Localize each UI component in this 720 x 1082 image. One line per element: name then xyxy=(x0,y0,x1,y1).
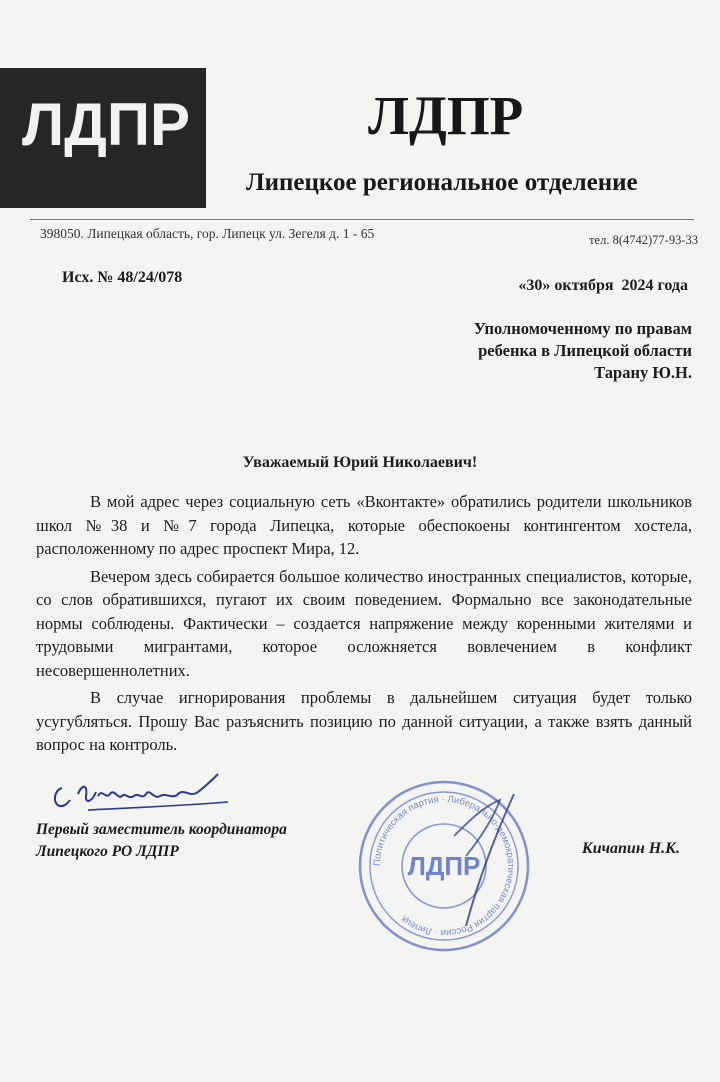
body-paragraph: В мой адрес через социальную сеть «Вконтакте» обратились родители школьников школ №38 и №7 города Липецка, которые обеспокоены контингентом хостела, расположенному по адрес проспект Мира, 12. xyxy=(36,492,692,558)
official-stamp xyxy=(354,776,534,956)
addressee-line: ребенка в Липецкой области xyxy=(478,341,692,360)
organization-subtitle: Липецкое региональное отделение xyxy=(246,169,638,196)
handwritten-signature xyxy=(48,770,248,820)
signatory-position-line: Первый заместитель координатора xyxy=(36,821,287,838)
addressee-line: Уполномоченному по правам xyxy=(473,319,692,338)
outgoing-number: Исх. № 48/24/078 xyxy=(62,269,183,286)
signatory-name: Кичапин Н.К. xyxy=(581,840,680,857)
logo-text: ЛДПР xyxy=(22,91,190,158)
postal-address: 398050. Липецкая область, гор. Липецк ул. Зегеля д. 1 - 65 xyxy=(40,226,375,241)
addressee-block xyxy=(474,318,692,384)
addressee-line: Тарану Ю.Н. xyxy=(594,363,692,382)
stamp-center-text: ЛДПР xyxy=(407,851,481,881)
body-paragraph: Вечером здесь собирается большое количество иностранных специалистов, которые, со слов обратившихся, пугают их своим поведением. Формально все законодательные нормы соблюдены. Фактически – создается напряжение между коренными жителями и трудовыми мигрантами, которое осложняется вовлечением в конфликт несовершеннолетних. xyxy=(36,566,692,680)
phone-number: тел. 8(4742)77-93-33 xyxy=(589,233,698,247)
signatory-position-line: Липецкого РО ЛДПР xyxy=(36,843,179,860)
signatory-position xyxy=(36,819,287,863)
greeting: Уважаемый Юрий Николаевич! xyxy=(242,454,478,471)
body-paragraph: В случае игнорирования проблемы в дальнейшем ситуация будет только усугубляться. Прошу Вас разъяснить позицию по данной ситуации, а также взять данный вопрос на контроль. xyxy=(36,688,692,754)
header-divider xyxy=(30,219,694,220)
letter-date: «30» октября 2024 года xyxy=(518,277,688,294)
letter-body xyxy=(36,490,692,761)
organization-title: ЛДПР xyxy=(368,85,524,146)
stamp-ring-text: Политическая партия · Либерально-демократическая партия России · Липецк xyxy=(371,793,517,939)
